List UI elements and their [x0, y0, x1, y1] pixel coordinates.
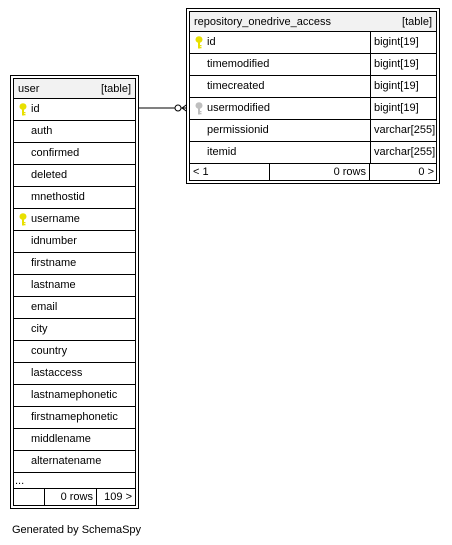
user-table[interactable]: [10, 75, 139, 509]
column-name: usermodified: [207, 102, 270, 114]
column-type: varchar[255]: [370, 142, 436, 163]
column-name: permissionid: [207, 124, 269, 136]
column-type: bigint[19]: [370, 54, 436, 75]
column-name: idnumber: [31, 235, 77, 247]
foreign-key-icon: [195, 102, 203, 115]
column-row-timecreated[interactable]: [190, 76, 436, 98]
column-row-id[interactable]: [14, 99, 135, 121]
column-row-email[interactable]: [14, 297, 135, 319]
footer-children[interactable]: 109 >: [104, 491, 132, 503]
column-name: country: [31, 345, 68, 357]
column-name: id: [31, 103, 40, 115]
footer-children[interactable]: 0 >: [418, 166, 434, 178]
column-type: bigint[19]: [370, 98, 436, 119]
column-name: timemodified: [207, 58, 270, 70]
column-type: bigint[19]: [370, 76, 436, 97]
table-footer: [14, 489, 135, 505]
column-row-id[interactable]: [190, 32, 436, 54]
column-row-itemid[interactable]: [190, 142, 436, 164]
column-name: email: [31, 301, 58, 313]
column-row-auth[interactable]: [14, 121, 135, 143]
table-header: [190, 12, 436, 32]
primary-key-icon: [195, 36, 203, 49]
column-name: lastaccess: [31, 367, 83, 379]
column-row-username[interactable]: [14, 209, 135, 231]
more-columns-ellipsis: ...: [15, 475, 25, 487]
column-type: varchar[255]: [370, 120, 436, 141]
column-row-country[interactable]: [14, 341, 135, 363]
column-row-lastaccess[interactable]: [14, 363, 135, 385]
column-row-lastname[interactable]: [14, 275, 135, 297]
column-name: lastname: [31, 279, 76, 291]
column-row-alternatename[interactable]: [14, 451, 135, 473]
table-inner: [13, 78, 136, 506]
column-name: city: [31, 323, 48, 335]
column-row-deleted[interactable]: [14, 165, 135, 187]
column-name: lastnamephonetic: [31, 389, 118, 401]
column-row-firstnamephonetic[interactable]: [14, 407, 135, 429]
column-name: firstnamephonetic: [31, 411, 118, 423]
column-name: alternatename: [31, 455, 102, 467]
column-row-middlename[interactable]: [14, 429, 135, 451]
column-row-usermodified[interactable]: [190, 98, 436, 120]
column-name: middlename: [31, 433, 91, 445]
more-columns: [14, 475, 135, 489]
table-name: repository_onedrive_access: [194, 15, 331, 28]
column-row-idnumber[interactable]: [14, 231, 135, 253]
footer-row-count: 0 rows: [45, 489, 97, 505]
footer-parents[interactable]: < 1: [190, 164, 270, 180]
column-name: itemid: [207, 146, 237, 158]
table-footer: [190, 164, 436, 180]
generated-by-caption: Generated by SchemaSpy: [12, 524, 142, 536]
table-header: [14, 79, 135, 99]
primary-key-icon: [19, 213, 27, 226]
column-name: auth: [31, 125, 53, 137]
column-name: mnethostid: [31, 191, 85, 203]
column-type: bigint[19]: [370, 32, 436, 53]
footer-parents[interactable]: [14, 489, 45, 505]
table-inner: [189, 11, 437, 181]
footer-row-count: 0 rows: [270, 164, 370, 180]
column-name: id: [207, 36, 216, 48]
column-row-city[interactable]: [14, 319, 135, 341]
column-name: timecreated: [207, 80, 265, 92]
column-name: firstname: [31, 257, 77, 269]
table-name: user: [18, 82, 40, 95]
repository-onedrive-access-table[interactable]: [186, 8, 440, 184]
column-row-confirmed[interactable]: [14, 143, 135, 165]
table-type-tag: [table]: [402, 15, 432, 28]
column-row-mnethostid[interactable]: [14, 187, 135, 209]
column-row-firstname[interactable]: [14, 253, 135, 275]
column-row-permissionid[interactable]: [190, 120, 436, 142]
column-row-timemodified[interactable]: [190, 54, 436, 76]
column-row-lastnamephonetic[interactable]: [14, 385, 135, 407]
column-name: confirmed: [31, 147, 80, 159]
column-name: deleted: [31, 169, 68, 181]
column-name: username: [31, 213, 80, 225]
table-type-tag: [table]: [101, 82, 131, 95]
primary-key-icon: [19, 103, 27, 116]
